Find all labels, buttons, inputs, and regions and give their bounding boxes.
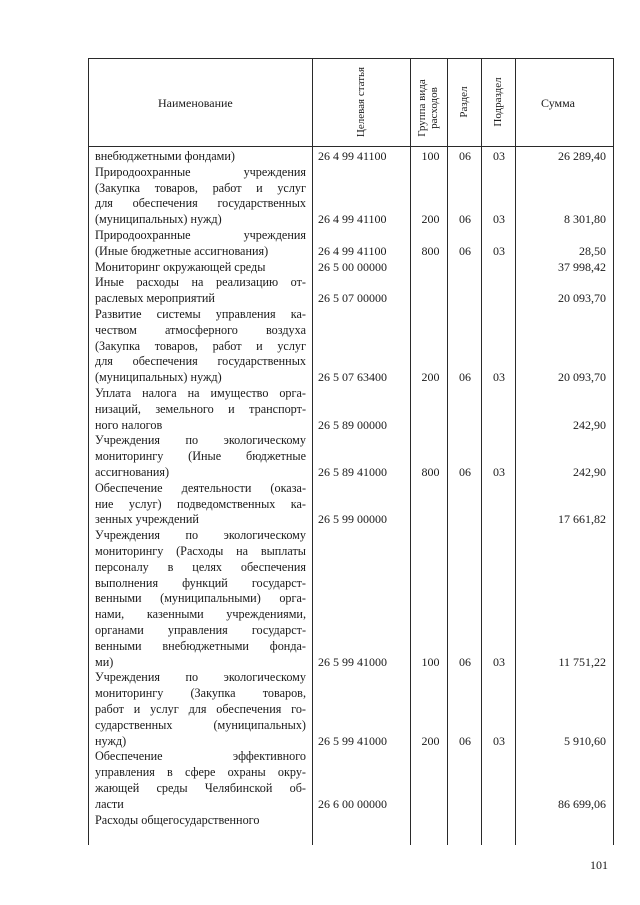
table-body <box>0 149 640 828</box>
row-expense-group: 100 <box>421 149 440 163</box>
row-name-line: нужд) <box>95 733 127 748</box>
row-name <box>95 149 306 165</box>
table-row <box>0 386 640 433</box>
table-row <box>0 528 640 670</box>
row-name-line: Природоохранные учреждения <box>95 227 306 242</box>
row-name-line: (Закупка товаров, работ и услуг <box>95 338 306 353</box>
row-name-line: Уплата налога на имущество орга- <box>95 385 306 400</box>
row-section: 06 <box>459 370 471 385</box>
row-name-line: органами управления государст- <box>95 622 306 637</box>
row-subsection: 03 <box>493 149 505 163</box>
row-expense-group: 200 <box>421 212 440 227</box>
row-name-line: раслевых мероприятий <box>95 291 215 306</box>
row-name-line: венными внебюджетными фонда- <box>95 638 306 653</box>
row-target-code: 26 5 07 63400 <box>318 370 387 385</box>
row-name-line: (муниципальных) нужд) <box>95 212 222 227</box>
row-name <box>95 275 306 307</box>
table-header-bottom-border <box>88 146 614 147</box>
row-expense-group: 200 <box>421 733 440 748</box>
row-name-line: работ и услуг для обеспечения го- <box>95 701 306 716</box>
row-target-code: 26 5 89 41000 <box>318 464 387 479</box>
row-section: 06 <box>459 243 471 258</box>
table-row <box>0 260 640 276</box>
header-name: Наименование <box>158 96 233 110</box>
row-name-line: мониторингу (Закупка товаров, <box>95 686 306 701</box>
row-name-line: ного налогов <box>95 417 163 432</box>
row-name <box>95 386 306 433</box>
table-row <box>0 749 640 812</box>
row-target-code: 26 4 99 41100 <box>318 212 387 227</box>
row-sum: 20 093,70 <box>558 370 606 385</box>
table-row <box>0 228 640 260</box>
table-row <box>0 433 640 480</box>
row-name-line: жающей среды Челябинской об- <box>95 780 306 795</box>
header-code: Целевая статья <box>355 66 367 138</box>
row-sum: 242,90 <box>573 417 606 432</box>
header-subsection: Подраздел <box>492 77 504 127</box>
row-sum: 242,90 <box>573 464 606 479</box>
row-section: 06 <box>459 733 471 748</box>
row-name-line: Учреждения по экологическому <box>95 433 306 448</box>
row-section: 06 <box>459 654 471 669</box>
row-expense-group: 800 <box>421 243 440 258</box>
row-target-code: 26 5 07 00000 <box>318 291 387 306</box>
row-name-line: мониторингу (Расходы на выплаты <box>95 543 306 558</box>
row-name <box>95 228 306 260</box>
row-name <box>95 749 306 812</box>
row-name <box>95 481 306 528</box>
row-name-line: для обеспечения государственных <box>95 196 306 211</box>
row-subsection: 03 <box>493 654 505 669</box>
row-name-line: для обеспечения государственных <box>95 354 306 369</box>
row-name <box>95 307 306 386</box>
row-name-line: Мониторинг окружающей среды <box>95 259 266 274</box>
header-section: Раздел <box>458 86 470 118</box>
table-row <box>0 275 640 307</box>
row-subsection: 03 <box>493 464 505 479</box>
row-name-line: зенных учреждений <box>95 512 199 527</box>
row-subsection: 03 <box>493 212 505 227</box>
table-row <box>0 165 640 228</box>
table-top-border <box>88 58 614 59</box>
row-name-line: внебюджетными фондами) <box>95 149 235 163</box>
row-name <box>95 165 306 228</box>
row-name-line: венными (муниципальными) орга- <box>95 591 306 606</box>
header-expense-group: Группа вида расходов <box>416 79 440 137</box>
row-sum: 5 910,60 <box>564 733 606 748</box>
row-name-line: низаций, земельного и транспорт- <box>95 401 306 416</box>
row-name-line: персоналу в целях обеспечения <box>95 559 306 574</box>
row-name-line: ассигнования) <box>95 464 170 479</box>
row-sum: 28,50 <box>579 243 606 258</box>
row-name <box>95 813 306 829</box>
row-target-code: 26 5 99 00000 <box>318 512 387 527</box>
row-name-line: (муниципальных) нужд) <box>95 370 222 385</box>
table-row <box>0 481 640 528</box>
row-expense-group: 200 <box>421 370 440 385</box>
row-expense-group: 100 <box>421 654 440 669</box>
row-name-line: (Иные бюджетные ассигнования) <box>95 243 269 258</box>
header-sum: Сумма <box>541 96 575 110</box>
row-subsection: 03 <box>493 243 505 258</box>
table-row <box>0 813 640 829</box>
row-name-line: Обеспечение эффективного <box>95 749 306 764</box>
row-sum: 17 661,82 <box>558 512 606 527</box>
row-sum: 11 751,22 <box>558 654 606 669</box>
row-name-line: Природоохранные учреждения <box>95 164 306 179</box>
row-sum: 37 998,42 <box>558 259 606 274</box>
table-row <box>0 670 640 749</box>
row-target-code: 26 5 00 00000 <box>318 259 387 274</box>
row-name-line: Учреждения по экологическому <box>95 528 306 543</box>
row-name <box>95 433 306 480</box>
row-target-code: 26 5 89 00000 <box>318 417 387 432</box>
row-name-line: мониторингу (Иные бюджетные <box>95 449 306 464</box>
row-name-line: чеством атмосферного воздуха <box>95 322 306 337</box>
row-sum: 8 301,80 <box>564 212 606 227</box>
row-sum: 26 289,40 <box>558 149 606 163</box>
row-section: 06 <box>459 212 471 227</box>
row-target-code: 26 4 99 41100 <box>318 243 387 258</box>
row-name-line: (Закупка товаров, работ и услуг <box>95 180 306 195</box>
row-name-line: Учреждения по экологическому <box>95 670 306 685</box>
row-section: 06 <box>459 464 471 479</box>
row-name <box>95 260 306 276</box>
row-sum: 20 093,70 <box>558 291 606 306</box>
row-subsection: 03 <box>493 370 505 385</box>
row-name-line: Расходы общегосударственного <box>95 812 260 827</box>
table-row <box>0 307 640 386</box>
row-subsection: 03 <box>493 733 505 748</box>
row-name-line: выполнения функций государст- <box>95 575 306 590</box>
row-name-line: Обеспечение деятельности (оказа- <box>95 480 306 495</box>
row-name-line: управления в сфере охраны окру- <box>95 765 306 780</box>
row-name-line: Иные расходы на реализацию от- <box>95 275 306 290</box>
row-name-line: ласти <box>95 796 124 811</box>
page-number: 101 <box>590 858 608 872</box>
row-target-code: 26 4 99 41100 <box>318 149 387 163</box>
row-target-code: 26 5 99 41000 <box>318 733 387 748</box>
row-target-code: 26 6 00 00000 <box>318 796 387 811</box>
row-name-line: Развитие системы управления ка- <box>95 306 306 321</box>
row-name-line: нами, казенными учреждениями, <box>95 607 306 622</box>
row-section: 06 <box>459 149 471 163</box>
row-name-line: ми) <box>95 654 114 669</box>
row-target-code: 26 5 99 41000 <box>318 654 387 669</box>
row-name <box>95 670 306 749</box>
row-name-line: сударственных (муниципальных) <box>95 717 306 732</box>
row-name <box>95 528 306 670</box>
table-row <box>0 149 640 165</box>
row-expense-group: 800 <box>421 464 440 479</box>
row-sum: 86 699,06 <box>558 796 606 811</box>
row-name-line: ние услуг) подведомственных ка- <box>95 496 306 511</box>
